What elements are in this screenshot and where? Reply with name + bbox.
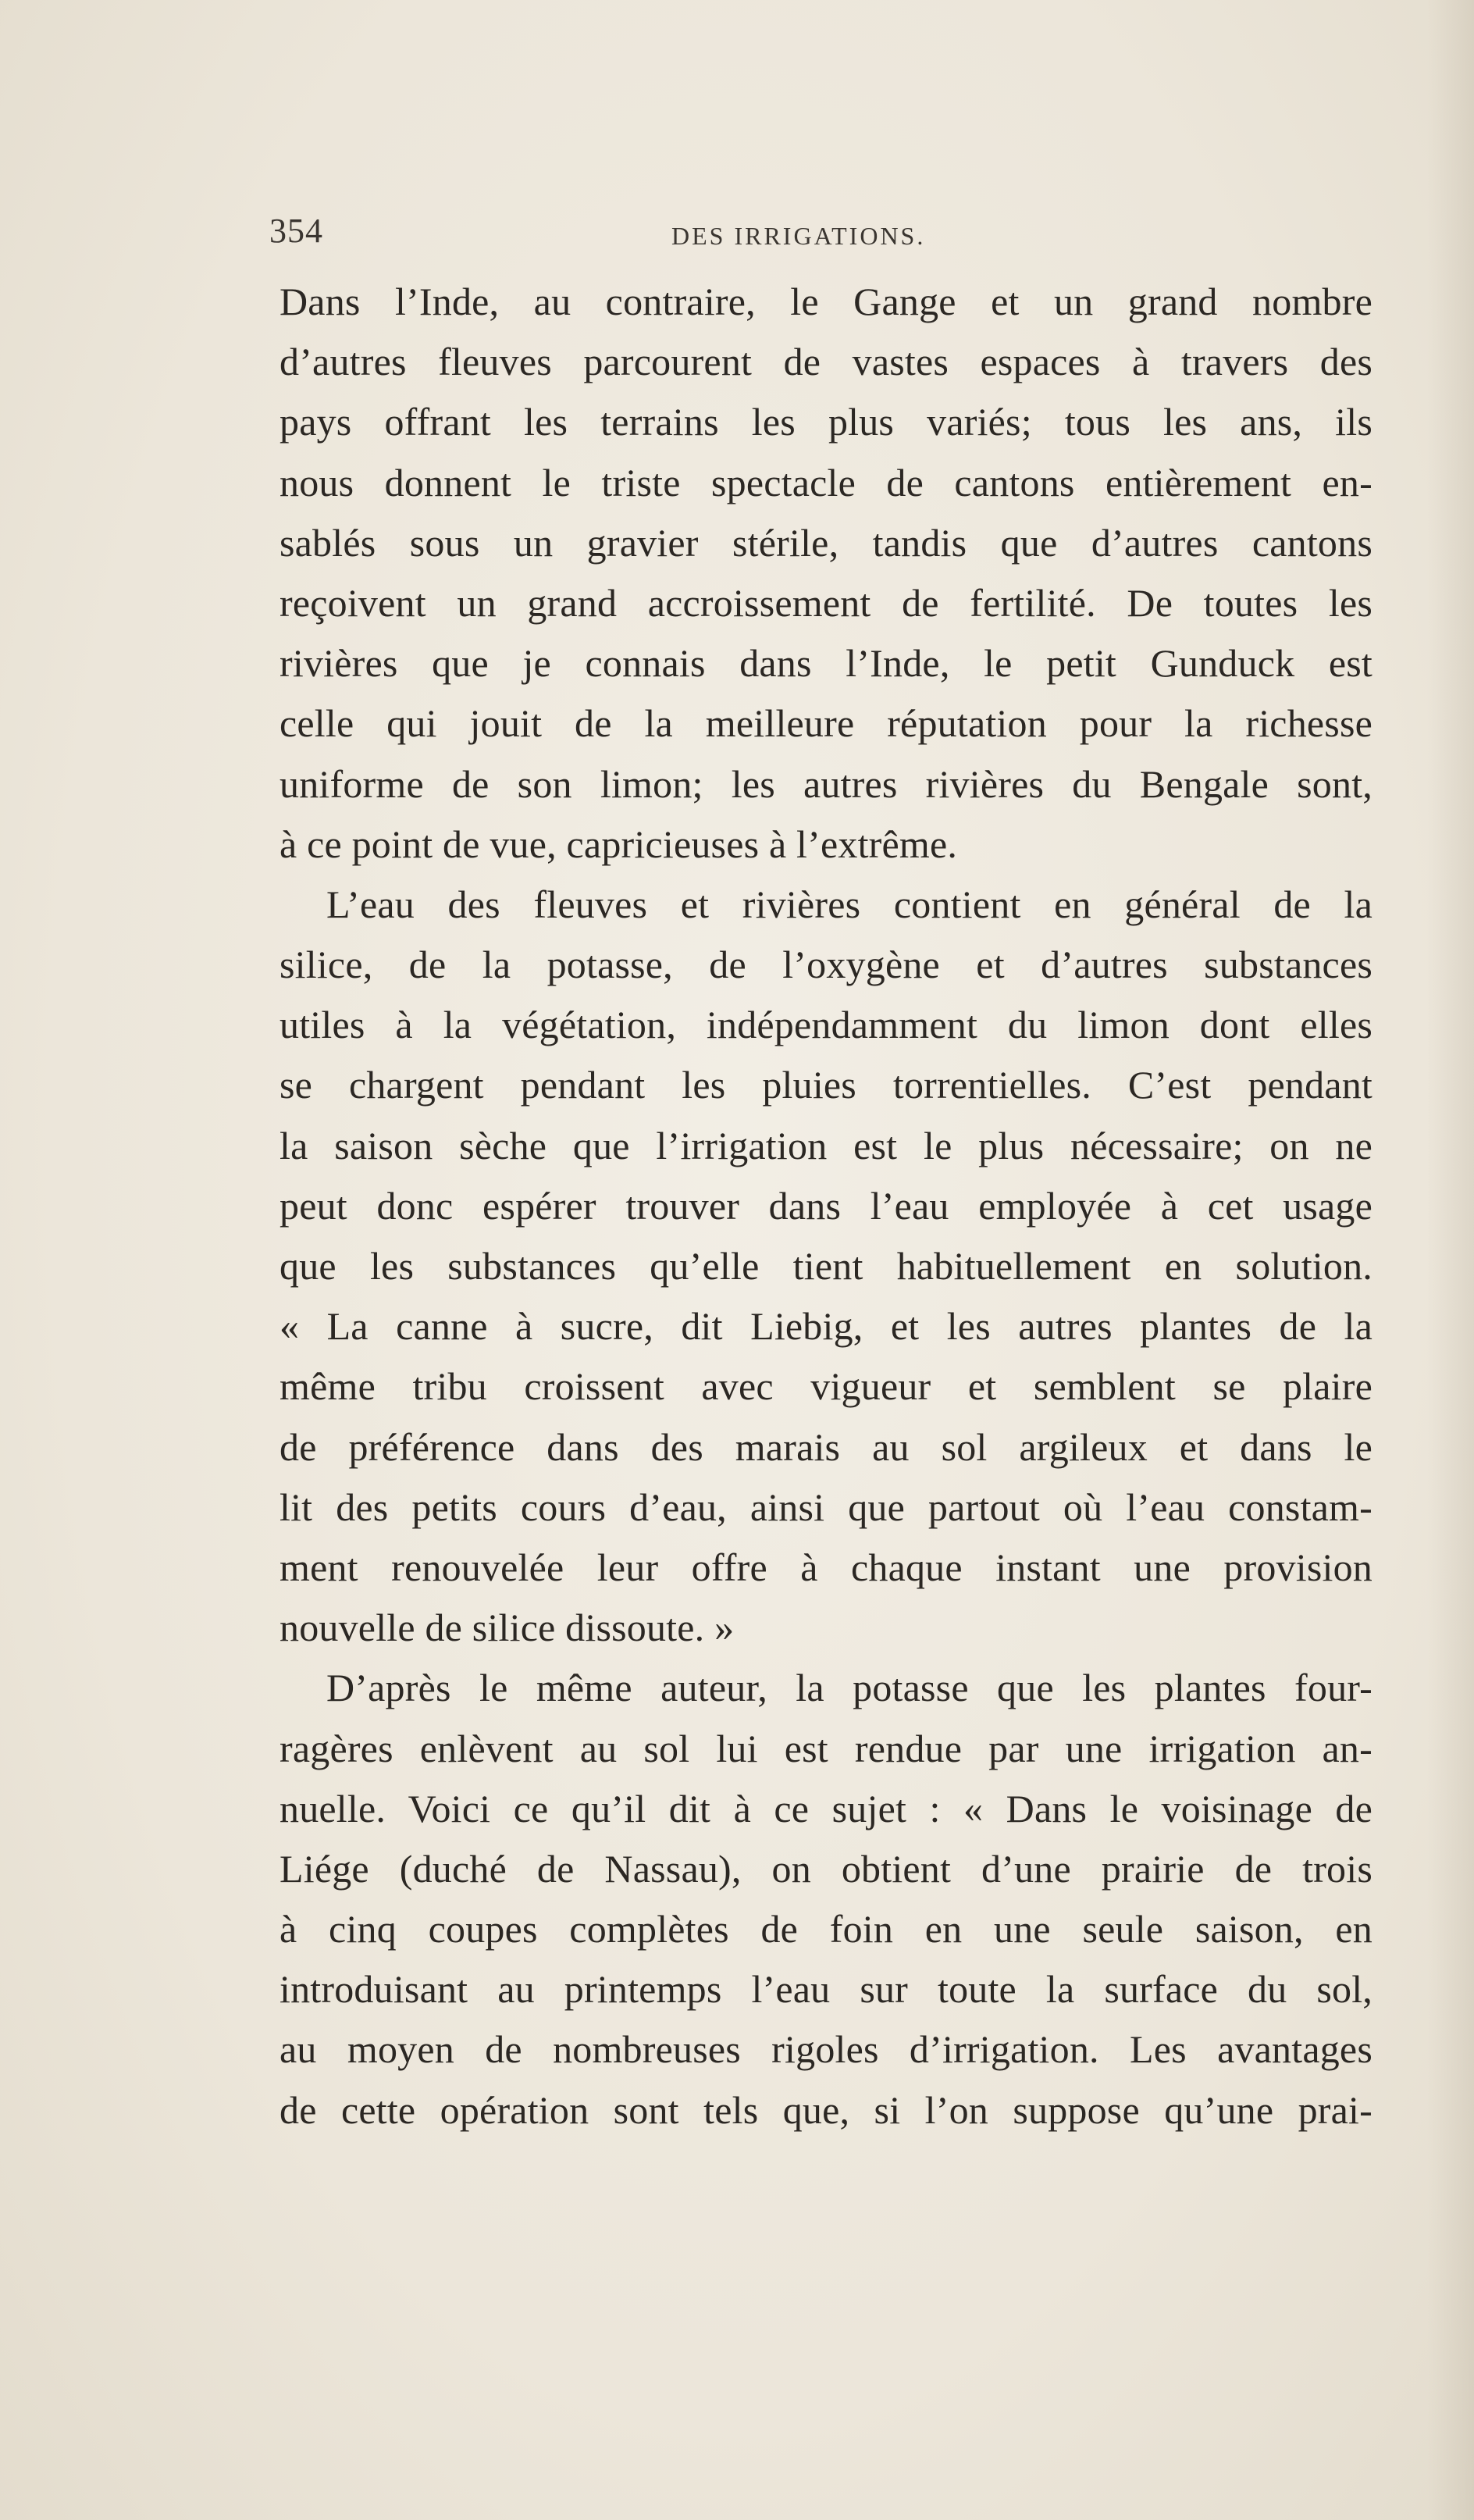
- text-line: à cinq coupes complètes de foin en une seule saison, en: [279, 1907, 1373, 1951]
- text-line: L’eau des fleuves et rivières contient en général de la: [326, 882, 1373, 926]
- text-line: lit des petits cours d’eau, ainsi que partout où l’eau constam-: [279, 1485, 1373, 1529]
- text-line: Liége (duché de Nassau), on obtient d’une prairie de trois: [279, 1846, 1373, 1891]
- text-line: nuelle. Voici ce qu’il dit à ce sujet : « Dans le voisinage de: [279, 1786, 1373, 1830]
- body-text: [279, 272, 1373, 2140]
- page-number: 354: [269, 212, 323, 250]
- text-line: silice, de la potasse, de l’oxygène et d’autres substances: [279, 943, 1373, 987]
- text-line: d’autres fleuves parcourent de vastes espaces à travers des: [279, 340, 1373, 384]
- text-line: celle qui jouit de la meilleure réputation pour la richesse: [279, 701, 1373, 746]
- text-line: peut donc espérer trouver dans l’eau employée à cet usage: [279, 1183, 1373, 1228]
- text-line: à ce point de vue, capricieuses à l’extrême.: [279, 822, 958, 866]
- page-edge-shadow: [1427, 0, 1474, 2520]
- text-line: de préférence dans des marais au sol argileux et dans le: [279, 1424, 1373, 1469]
- text-line: nous donnent le triste spectacle de cantons entièrement en-: [279, 460, 1373, 504]
- text-line: rivières que je connais dans l’Inde, le petit Gunduck est: [279, 641, 1373, 686]
- page-header: [269, 211, 1394, 258]
- text-line: au moyen de nombreuses rigoles d’irrigation. Les avantages: [279, 2027, 1373, 2072]
- text-line: même tribu croissent avec vigueur et semblent se plaire: [279, 1364, 1373, 1409]
- text-line: Dans l’Inde, au contraire, le Gange et un grand nombre: [279, 280, 1373, 323]
- text-line: reçoivent un grand accroissement de fertilité. De toutes les: [279, 580, 1373, 625]
- running-head: DES IRRIGATIONS.: [671, 222, 926, 250]
- text-line: D’après le même auteur, la potasse que les plantes four-: [326, 1666, 1373, 1710]
- text-line: uniforme de son limon; les autres rivières du Bengale sont,: [279, 761, 1373, 806]
- text-line: se chargent pendant les pluies torrentielles. C’est pendant: [279, 1063, 1373, 1107]
- text-line: de cette opération sont tels que, si l’on suppose qu’une prai-: [279, 2087, 1373, 2132]
- text-line: nouvelle de silice dissoute. »: [279, 1606, 735, 1650]
- text-line: que les substances qu’elle tient habituellement en solution.: [279, 1244, 1373, 1288]
- text-line: ragères enlèvent au sol lui est rendue par une irrigation an-: [279, 1726, 1373, 1770]
- text-line: sablés sous un gravier stérile, tandis que d’autres cantons: [279, 520, 1373, 565]
- text-line: la saison sèche que l’irrigation est le plus nécessaire; on ne: [279, 1123, 1373, 1167]
- text-line: pays offrant les terrains les plus variés; tous les ans, ils: [279, 400, 1373, 444]
- text-line: « La canne à sucre, dit Liebig, et les autres plantes de la: [279, 1304, 1373, 1349]
- text-line: ment renouvelée leur offre à chaque instant une provision: [279, 1545, 1373, 1589]
- text-line: introduisant au printemps l’eau sur toute la surface du sol,: [279, 1967, 1373, 2012]
- text-line: utiles à la végétation, indépendamment du limon dont elles: [279, 1003, 1373, 1047]
